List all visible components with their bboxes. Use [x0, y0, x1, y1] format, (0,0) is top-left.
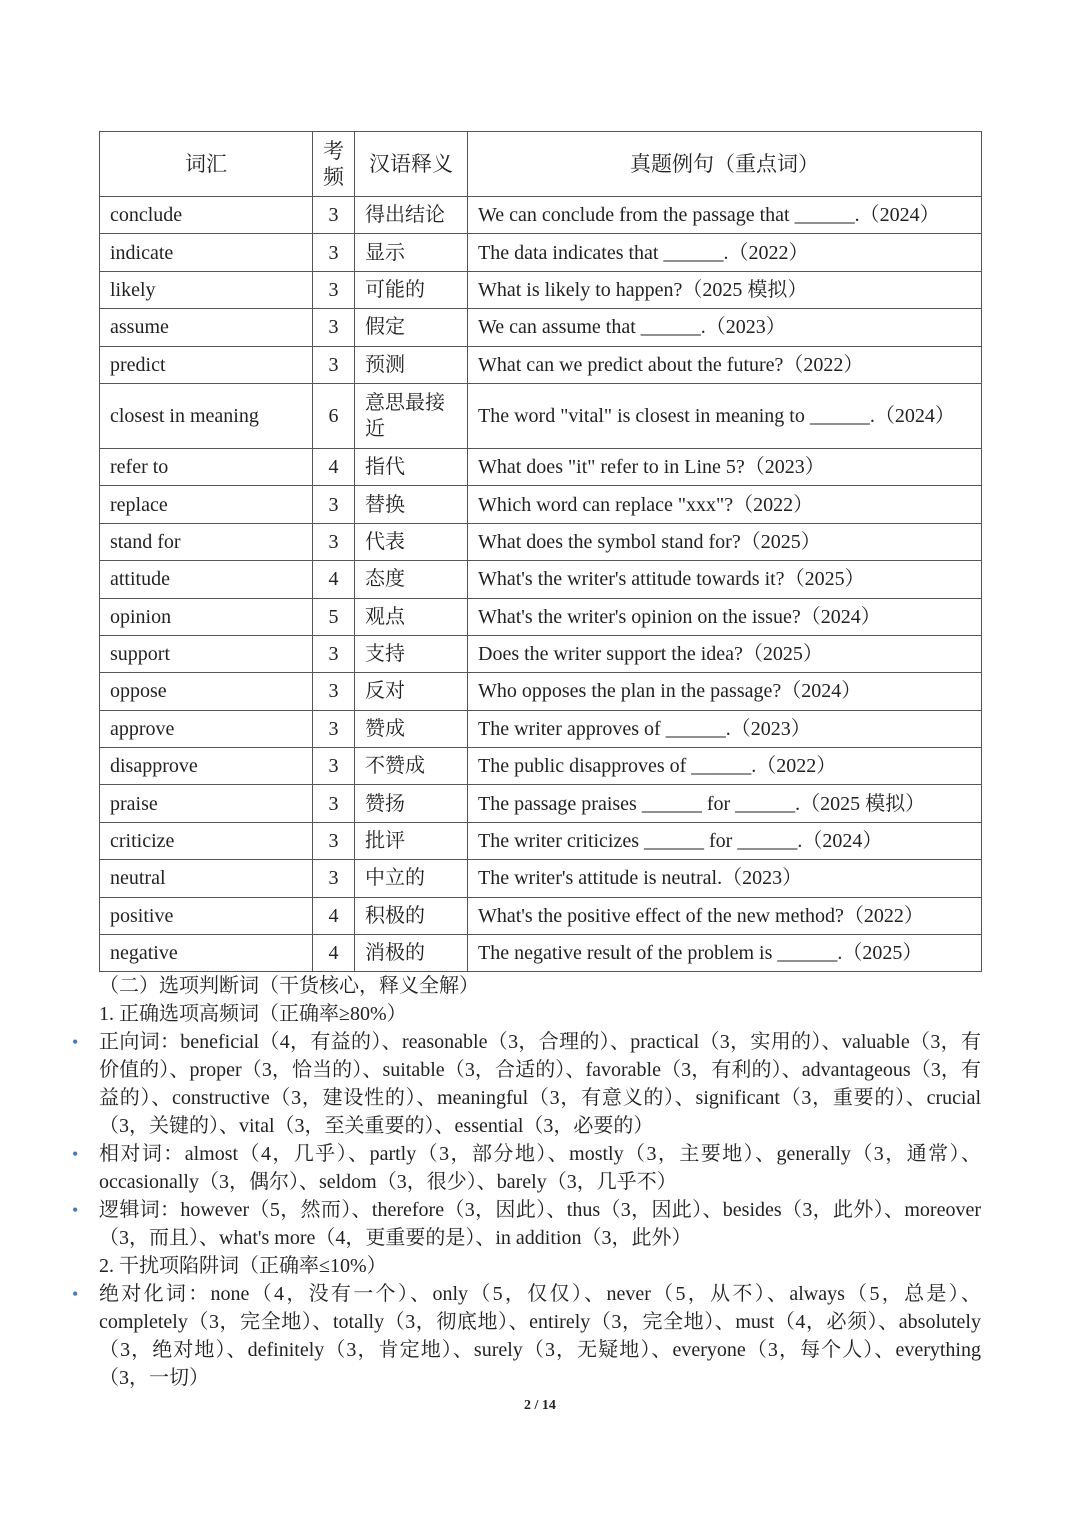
example-cell: What's the writer's attitude towards it?（2025）	[468, 561, 982, 598]
table-row	[100, 309, 982, 346]
meaning-cell: 不赞成	[355, 748, 468, 785]
example-cell: The data indicates that ______.（2022）	[468, 234, 982, 271]
relative-words-text: 相对词：almost（4，几乎）、partly（3，部分地）、mostly（3，主要地）、generally（3，通常）、occasionally（3，偶尔）、seldom（3，很少）、barely（3，几乎不）	[99, 1143, 981, 1193]
freq-cell: 3	[313, 785, 355, 822]
freq-cell: 3	[313, 197, 355, 234]
meaning-cell: 意思最接近	[355, 383, 468, 448]
table-row	[100, 635, 982, 672]
subsection-title-correct: 1. 正确选项高频词（正确率≥80%）	[99, 1003, 407, 1025]
freq-cell: 3	[313, 822, 355, 859]
freq-cell: 3	[313, 635, 355, 672]
word-cell: attitude	[100, 561, 313, 598]
example-cell: What does "it" refer to in Line 5?（2023）	[468, 448, 982, 485]
meaning-cell: 得出结论	[355, 197, 468, 234]
table-row	[100, 486, 982, 523]
freq-cell: 3	[313, 748, 355, 785]
freq-cell: 4	[313, 448, 355, 485]
header-example: 真题例句（重点词）	[468, 132, 982, 197]
table-row	[100, 523, 982, 560]
section-title: （二）选项判断词（干货核心，释义全解）	[99, 975, 479, 997]
table-row	[100, 822, 982, 859]
meaning-cell: 批评	[355, 822, 468, 859]
meaning-cell: 显示	[355, 234, 468, 271]
table-row	[100, 271, 982, 308]
freq-cell: 5	[313, 598, 355, 635]
bullet-icon: •	[72, 1284, 79, 1304]
table-row	[100, 860, 982, 897]
meaning-cell: 可能的	[355, 271, 468, 308]
table-row	[100, 197, 982, 234]
bullet-icon: •	[72, 1144, 79, 1164]
example-cell: We can conclude from the passage that ______.（2024）	[468, 197, 982, 234]
header-freq: 考频	[313, 132, 355, 197]
positive-words-text: 正向词：beneficial（4，有益的）、reasonable（3，合理的）、practical（3，实用的）、valuable（3，有价值的）、proper（3，恰当的）、suitable（3，合适的）、favorable（3，有利的）、advantageous（3，有益的）、constructive（3，建设性的）、meaningful（3，有意义的）、significant（3，重要的）、crucial（3，关键的）、vital（3，至关重要的）、essential（3，必要的）	[99, 1031, 981, 1137]
meaning-cell: 消极的	[355, 935, 468, 972]
meaning-cell: 支持	[355, 635, 468, 672]
word-cell: conclude	[100, 197, 313, 234]
page-number: 2 / 14	[524, 1398, 556, 1413]
example-cell: The writer approves of ______.（2023）	[468, 710, 982, 747]
example-cell: What's the writer's opinion on the issue?（2024）	[468, 598, 982, 635]
example-cell: The writer's attitude is neutral.（2023）	[468, 860, 982, 897]
table-row	[100, 673, 982, 710]
table-row	[100, 935, 982, 972]
bullet-icon: •	[72, 1032, 79, 1052]
example-cell: The word "vital" is closest in meaning to ______.（2024）	[468, 383, 982, 448]
example-cell: The passage praises ______ for ______.（2025 模拟）	[468, 785, 982, 822]
word-cell: opinion	[100, 598, 313, 635]
word-cell: praise	[100, 785, 313, 822]
freq-cell: 3	[313, 673, 355, 710]
list-item	[72, 1280, 981, 1392]
table-row	[100, 748, 982, 785]
meaning-cell: 预测	[355, 346, 468, 383]
table-row	[100, 448, 982, 485]
example-cell: Who opposes the plan in the passage?（2024）	[468, 673, 982, 710]
example-cell: What can we predict about the future?（2022）	[468, 346, 982, 383]
freq-cell: 4	[313, 561, 355, 598]
freq-cell: 4	[313, 897, 355, 934]
table-header-row	[100, 132, 982, 197]
example-cell: What's the positive effect of the new method?（2022）	[468, 897, 982, 934]
meaning-cell: 赞扬	[355, 785, 468, 822]
word-cell: disapprove	[100, 748, 313, 785]
freq-cell: 3	[313, 710, 355, 747]
example-cell: We can assume that ______.（2023）	[468, 309, 982, 346]
section-option-words	[72, 972, 981, 1392]
table-row	[100, 234, 982, 271]
freq-cell: 3	[313, 309, 355, 346]
vocab-table	[99, 131, 982, 972]
freq-cell: 4	[313, 935, 355, 972]
freq-cell: 3	[313, 234, 355, 271]
meaning-cell: 态度	[355, 561, 468, 598]
table-row	[100, 710, 982, 747]
meaning-cell: 指代	[355, 448, 468, 485]
example-cell: Does the writer support the idea?（2025）	[468, 635, 982, 672]
table-row	[100, 897, 982, 934]
word-cell: closest in meaning	[100, 383, 313, 448]
freq-cell: 3	[313, 486, 355, 523]
freq-cell: 3	[313, 523, 355, 560]
word-cell: positive	[100, 897, 313, 934]
logic-words-text: 逻辑词：however（5，然而）、therefore（3，因此）、thus（3，因此）、besides（3，此外）、moreover（3，而且）、what's more（4，更重要的是）、in addition（3，此外）	[99, 1199, 981, 1249]
word-cell: indicate	[100, 234, 313, 271]
example-cell: The negative result of the problem is ______.（2025）	[468, 935, 982, 972]
word-cell: predict	[100, 346, 313, 383]
word-cell: replace	[100, 486, 313, 523]
word-cell: negative	[100, 935, 313, 972]
header-word: 词汇	[100, 132, 313, 197]
freq-cell: 6	[313, 383, 355, 448]
word-cell: refer to	[100, 448, 313, 485]
freq-cell: 3	[313, 271, 355, 308]
meaning-cell: 假定	[355, 309, 468, 346]
example-cell: What is likely to happen?（2025 模拟）	[468, 271, 982, 308]
word-cell: neutral	[100, 860, 313, 897]
freq-cell: 3	[313, 346, 355, 383]
list-item	[72, 1140, 981, 1196]
word-cell: oppose	[100, 673, 313, 710]
word-cell: stand for	[100, 523, 313, 560]
header-meaning: 汉语释义	[355, 132, 468, 197]
list-item	[72, 1028, 981, 1140]
meaning-cell: 反对	[355, 673, 468, 710]
meaning-cell: 替换	[355, 486, 468, 523]
table-row	[100, 785, 982, 822]
table-row	[100, 383, 982, 448]
word-cell: approve	[100, 710, 313, 747]
table-row	[100, 561, 982, 598]
meaning-cell: 观点	[355, 598, 468, 635]
meaning-cell: 积极的	[355, 897, 468, 934]
bullet-icon: •	[72, 1200, 79, 1220]
table-row	[100, 598, 982, 635]
table-row	[100, 346, 982, 383]
meaning-cell: 代表	[355, 523, 468, 560]
example-cell: Which word can replace "xxx"?（2022）	[468, 486, 982, 523]
word-cell: criticize	[100, 822, 313, 859]
word-cell: assume	[100, 309, 313, 346]
subsection-title-distractor: 2. 干扰项陷阱词（正确率≤10%）	[99, 1255, 387, 1277]
example-cell: What does the symbol stand for?（2025）	[468, 523, 982, 560]
freq-cell: 3	[313, 860, 355, 897]
example-cell: The public disapproves of ______.（2022）	[468, 748, 982, 785]
list-item	[72, 1196, 981, 1252]
meaning-cell: 中立的	[355, 860, 468, 897]
example-cell: The writer criticizes ______ for ______.（2024）	[468, 822, 982, 859]
meaning-cell: 赞成	[355, 710, 468, 747]
word-cell: likely	[100, 271, 313, 308]
absolute-words-text: 绝对化词：none（4，没有一个）、only（5，仅仅）、never（5，从不）、always（5，总是）、completely（3，完全地）、totally（3，彻底地）、entirely（3，完全地）、must（4，必须）、absolutely（3，绝对地）、definitely（3，肯定地）、surely（3，无疑地）、everyone（3，每个人）、everything（3，一切）	[99, 1283, 981, 1389]
word-cell: support	[100, 635, 313, 672]
